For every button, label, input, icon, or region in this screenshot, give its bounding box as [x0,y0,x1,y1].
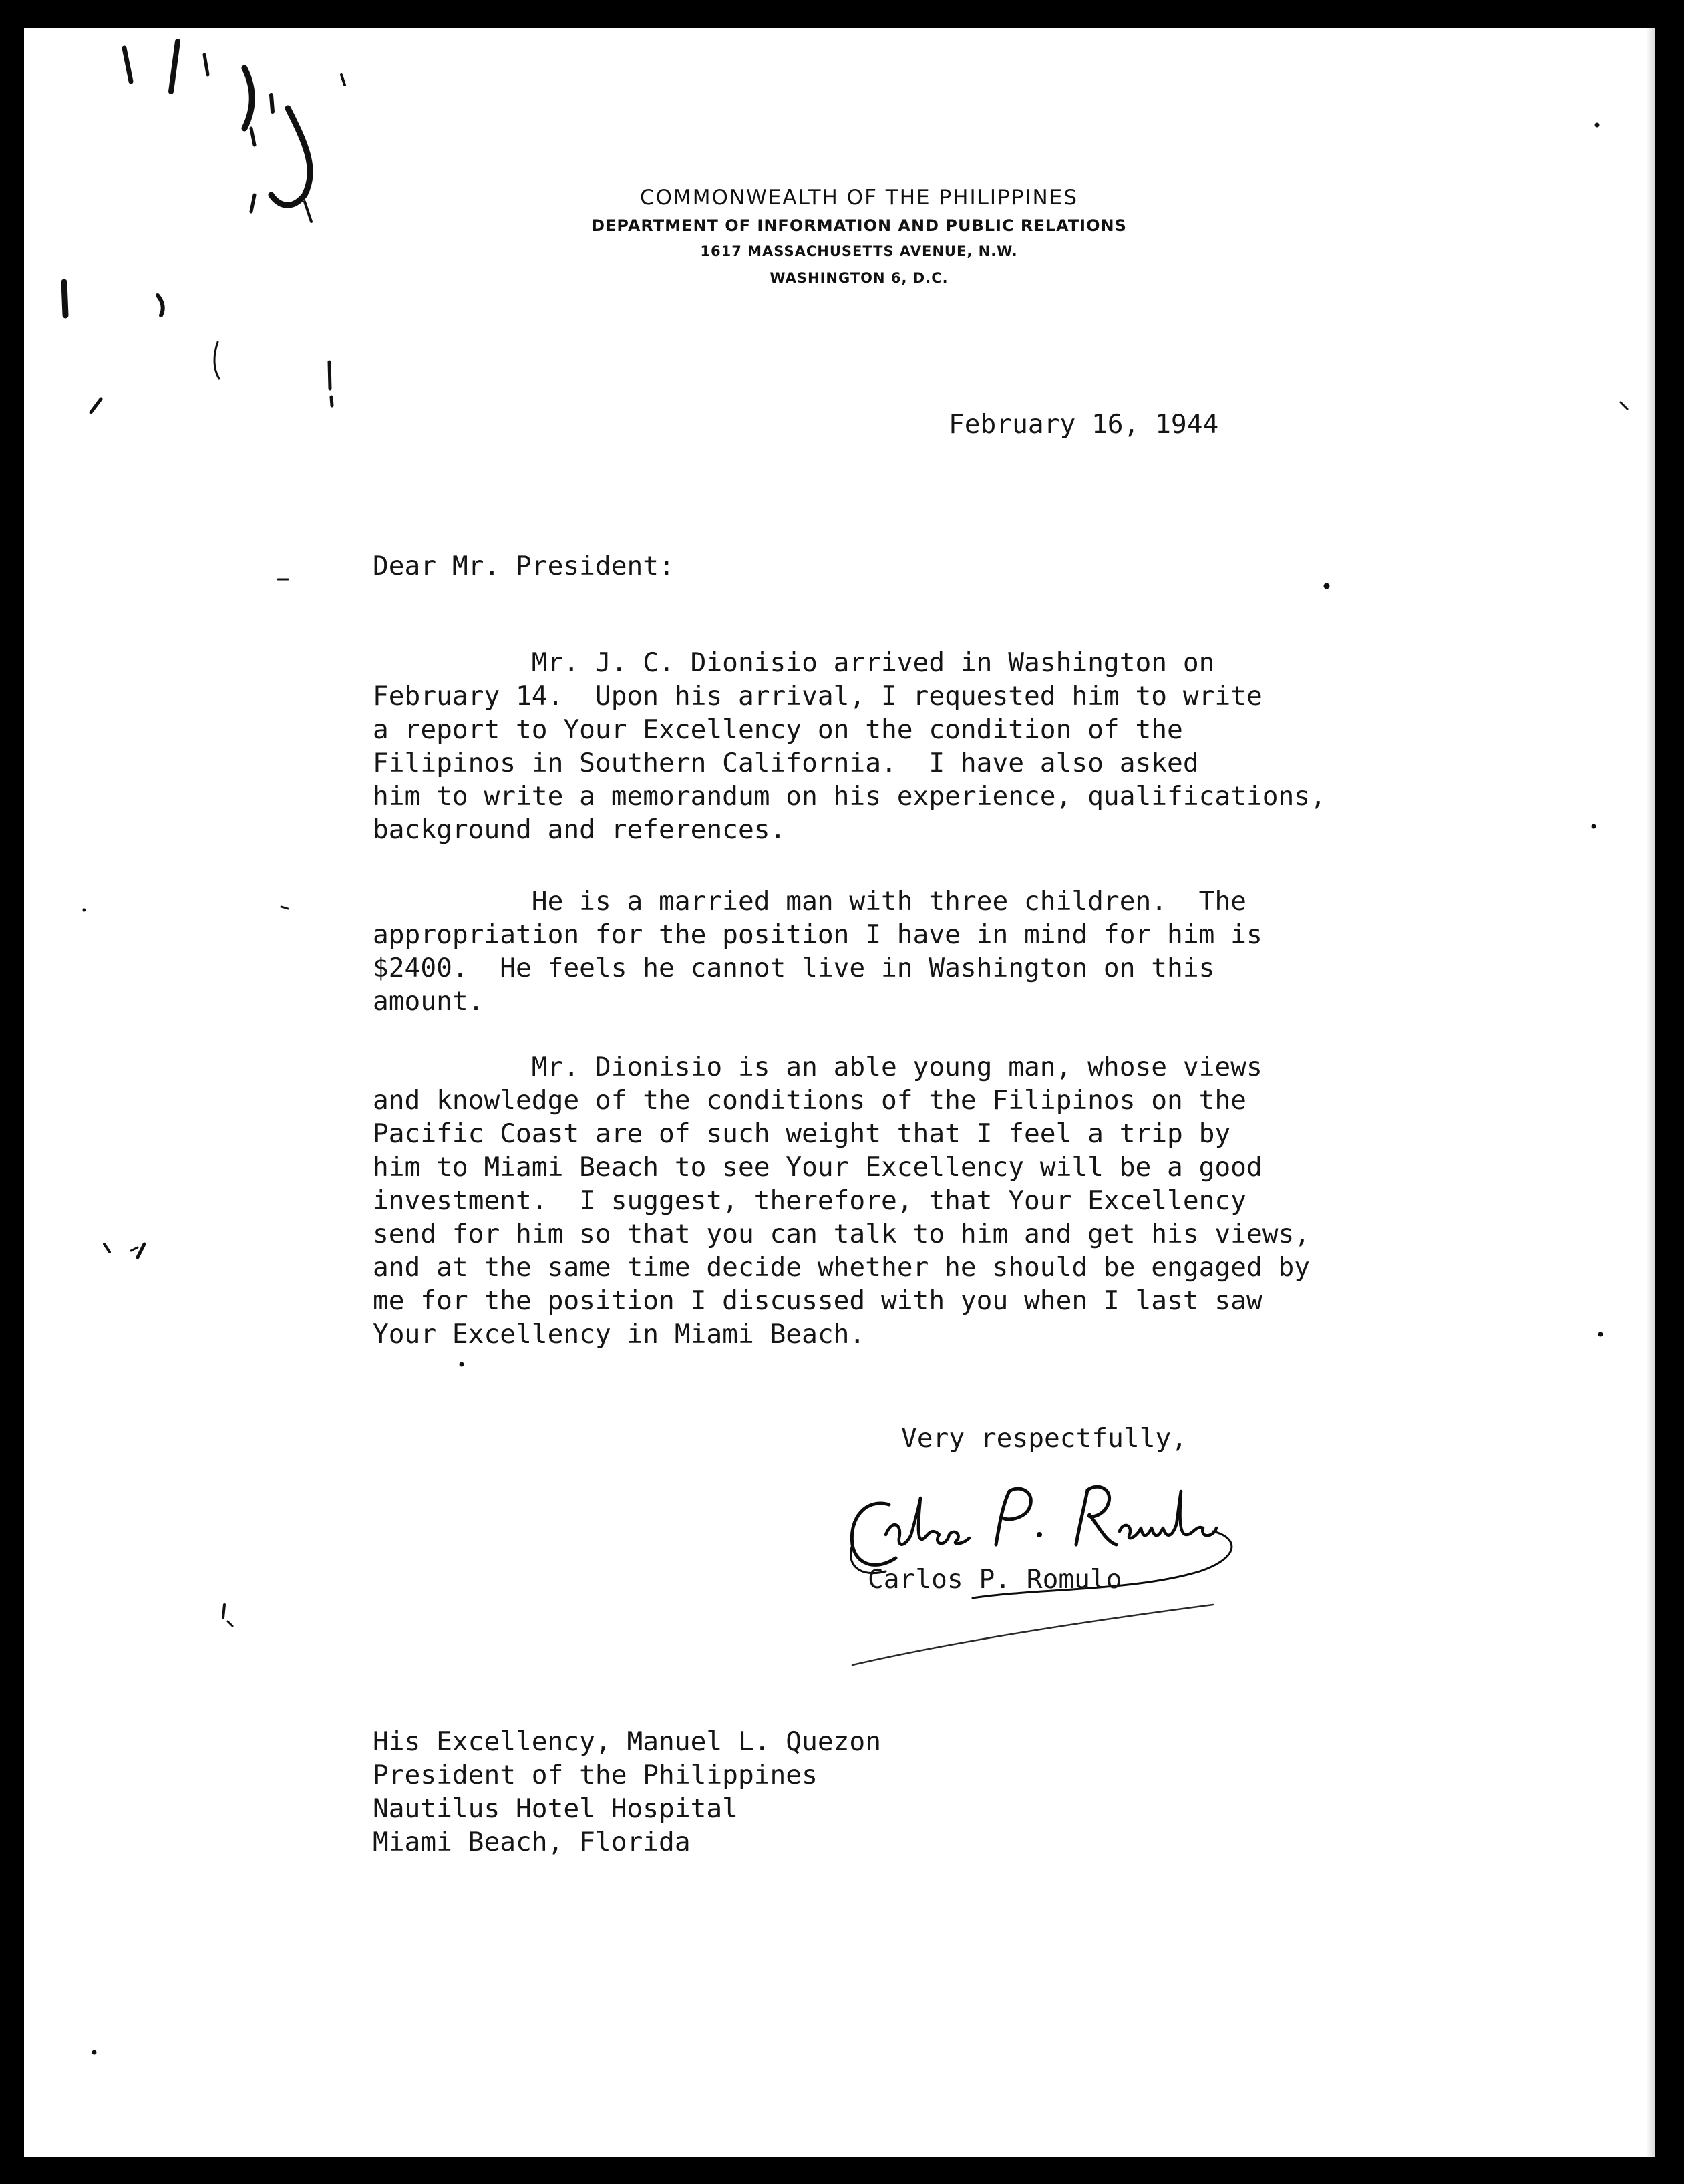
letterhead-address: 1617 MASSACHUSETTS AVENUE, N.W. [700,243,1018,259]
letterhead-department: DEPARTMENT OF INFORMATION AND PUBLIC RELATIONS [591,216,1127,235]
letter-date: February 16, 1944 [949,409,1219,440]
letter-page [24,28,1655,2157]
salutation: Dear Mr. President: [373,551,675,581]
letterhead-city: WASHINGTON 6, D.C. [770,270,949,286]
body-paragraph: He is a married man with three children. The appropriation for the position I have in mind for him is $2400. He feels he cannot live in Washington on this amount. [373,886,1262,1017]
letterhead-title: COMMONWEALTH OF THE PHILIPPINES [640,186,1078,210]
scan-edge-shadow [1646,28,1655,2157]
inside-address: His Excellency, Manuel L. Quezon President of the Philippines Nautilus Hotel Hospital Miami Beach, Florida [373,1726,881,1857]
body-paragraph: Mr. Dionisio is an able young man, whose views and knowledge of the conditions of the Filipinos on the Pacific Coast are of such weight that I feel a trip by him to Miami Beach to see Your Excellency will be a good investment. I suggest, therefore, that Your Excellency send for him so that you can talk to him and get his views, and at the same time decide whether he should be engaged by me for the position I discussed with you when I last saw Your Excellency in Miami Beach. [373,1052,1311,1350]
complimentary-close: Very respectfully, [901,1423,1188,1454]
signer-name: Carlos P. Romulo [868,1564,1122,1595]
body-paragraph: Mr. J. C. Dionisio arrived in Washington on February 14. Upon his arrival, I requested him to write a report to Your Excellency on the condition of the Filipinos in Southern California. I have also asked him to write a memorandum on his experience, qualifications, background and references. [373,647,1326,845]
